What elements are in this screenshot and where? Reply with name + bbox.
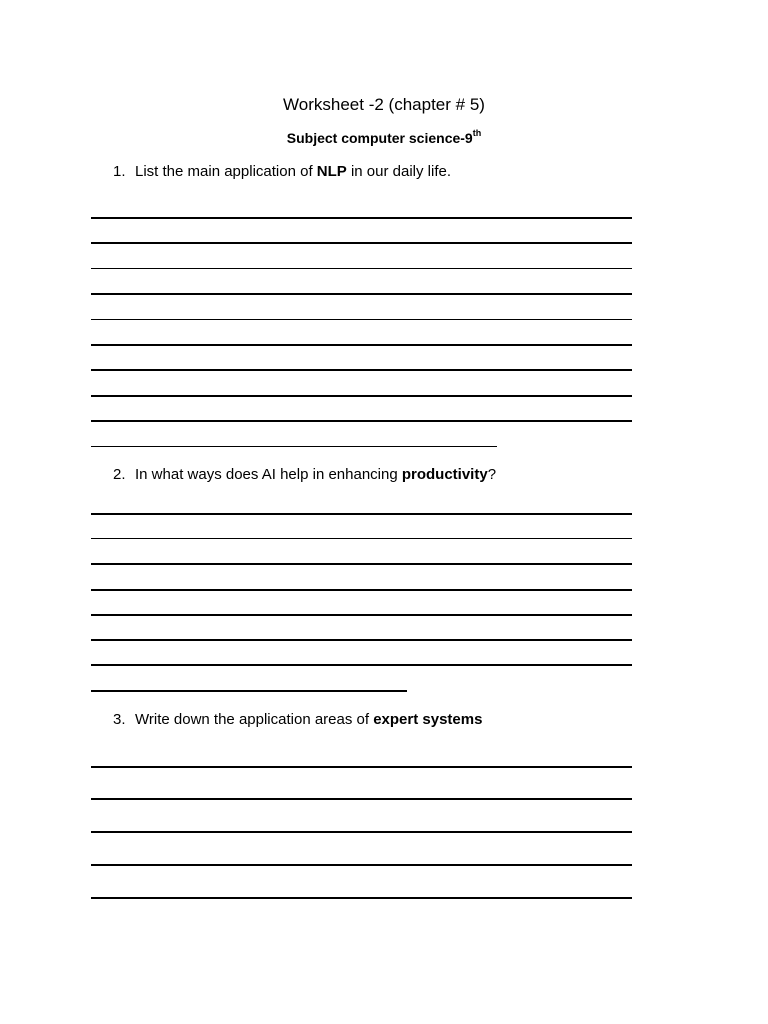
answer-line[interactable] [91, 766, 632, 768]
question-2 [113, 465, 496, 485]
question-keyword: expert systems [373, 711, 483, 728]
grade-superscript: th [472, 128, 482, 139]
question-keyword: productivity [401, 466, 488, 483]
answer-line[interactable] [91, 538, 632, 539]
question-number: 2. [113, 466, 126, 483]
answer-line[interactable] [91, 513, 632, 515]
question-text: List the main application of [135, 163, 317, 180]
answer-line[interactable] [91, 319, 632, 320]
answer-line[interactable] [91, 395, 632, 397]
answer-line[interactable] [91, 639, 632, 641]
answer-line[interactable] [91, 446, 497, 447]
answer-line[interactable] [91, 589, 632, 591]
question-text: In what ways does AI help in enhancing [135, 466, 402, 483]
answer-line[interactable] [91, 897, 632, 899]
answer-line[interactable] [91, 798, 632, 800]
answer-line[interactable] [91, 864, 632, 866]
answer-line[interactable] [91, 268, 632, 269]
answer-line[interactable] [91, 690, 407, 692]
answer-line[interactable] [91, 369, 632, 371]
answer-line[interactable] [91, 831, 632, 833]
subject-subtitle-text: Subject computer science-9 [286, 130, 473, 146]
question-number: 1. [113, 163, 126, 180]
answer-line[interactable] [91, 420, 632, 422]
answer-line[interactable] [91, 217, 632, 219]
question-1 [113, 162, 451, 182]
answer-line[interactable] [91, 242, 632, 244]
question-text: Write down the application areas of [135, 711, 374, 728]
answer-line[interactable] [91, 344, 632, 346]
question-text-end: ? [487, 466, 497, 483]
question-number: 3. [113, 711, 126, 728]
answer-line[interactable] [91, 293, 632, 295]
answer-line[interactable] [91, 614, 632, 616]
question-keyword: NLP [316, 163, 347, 180]
answer-line[interactable] [91, 563, 632, 565]
subject-subtitle [0, 128, 768, 148]
question-3 [113, 710, 482, 730]
worksheet-title: Worksheet -2 (chapter # 5) [283, 95, 485, 114]
question-text-end: in our daily life. [346, 163, 451, 180]
answer-line[interactable] [91, 664, 632, 666]
